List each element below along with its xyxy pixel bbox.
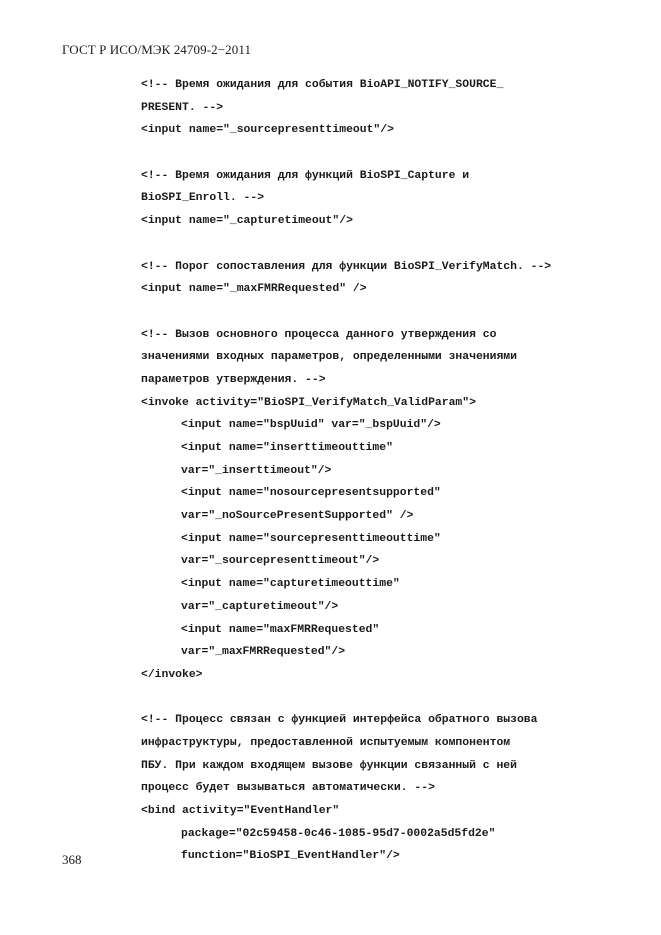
- code-line: var="_sourcepresenttimeout"/>: [181, 555, 380, 568]
- code-line: package="02c59458-0c46-1085-95d7-0002a5d5fd2e": [181, 827, 496, 840]
- code-line: var="_inserttimeout"/>: [181, 464, 332, 477]
- code-line: <!-- Время ожидания для функций BioSPI_Capture и: [141, 169, 470, 182]
- document-header: ГОСТ Р ИСО/МЭК 24709-2−2011: [62, 42, 252, 57]
- code-line: <input name="inserttimeouttime": [181, 442, 393, 454]
- code-line: <input name="nosourcepresentsupported": [181, 487, 441, 500]
- code-line: ПБУ. При каждом входящем вызове функции связанный с ней: [141, 759, 517, 772]
- code-line: <input name="_capturetimeout"/>: [141, 215, 353, 228]
- code-listing: [141, 74, 641, 868]
- code-line: PRESENT. -->: [141, 101, 224, 114]
- code-line: function="BioSPI_EventHandler"/>: [181, 850, 400, 863]
- code-line: </invoke>: [141, 668, 203, 681]
- blank-line: [141, 233, 641, 256]
- code-line: <invoke activity="BioSPI_VerifyMatch_ValidParam">: [141, 396, 476, 409]
- code-line: BioSPI_Enroll. -->: [141, 192, 265, 205]
- code-line: <input name="sourcepresenttimeouttime": [181, 532, 441, 545]
- code-line: var="_maxFMRRequested"/>: [181, 646, 346, 659]
- code-line: значениями входных параметров, определенными значениями: [141, 351, 517, 364]
- code-line: <input name="_maxFMRRequested" />: [141, 283, 367, 296]
- code-line: var="_noSourcePresentSupported" />: [181, 510, 414, 523]
- code-line: <!-- Порог сопоставления для функции BioSPI_VerifyMatch. -->: [141, 260, 552, 273]
- code-line: <input name="_sourcepresenttimeout"/>: [141, 124, 394, 137]
- code-line: var="_capturetimeout"/>: [181, 600, 339, 613]
- code-line: параметров утверждения. -->: [141, 373, 326, 386]
- code-line: <input name="maxFMRRequested": [181, 623, 380, 636]
- blank-line: [141, 142, 641, 165]
- code-line: <!-- Процесс связан с функцией интерфейса обратного вызова: [141, 714, 538, 727]
- blank-line: [141, 301, 641, 324]
- code-line: <input name="bspUuid" var="_bspUuid"/>: [181, 419, 441, 432]
- code-line: процесс будет вызываться автоматически. -->: [141, 782, 435, 795]
- blank-line: [141, 687, 641, 710]
- code-line: инфраструктуры, предоставленной испытуемым компонентом: [141, 736, 511, 749]
- code-line: <!-- Время ожидания для события BioAPI_NOTIFY_SOURCE_: [141, 79, 504, 91]
- code-line: <bind activity="EventHandler": [141, 805, 340, 817]
- code-line: <!-- Вызов основного процесса данного утверждения со: [141, 328, 497, 341]
- page-number: 368: [62, 852, 82, 867]
- code-line: <input name="capturetimeouttime": [181, 578, 400, 591]
